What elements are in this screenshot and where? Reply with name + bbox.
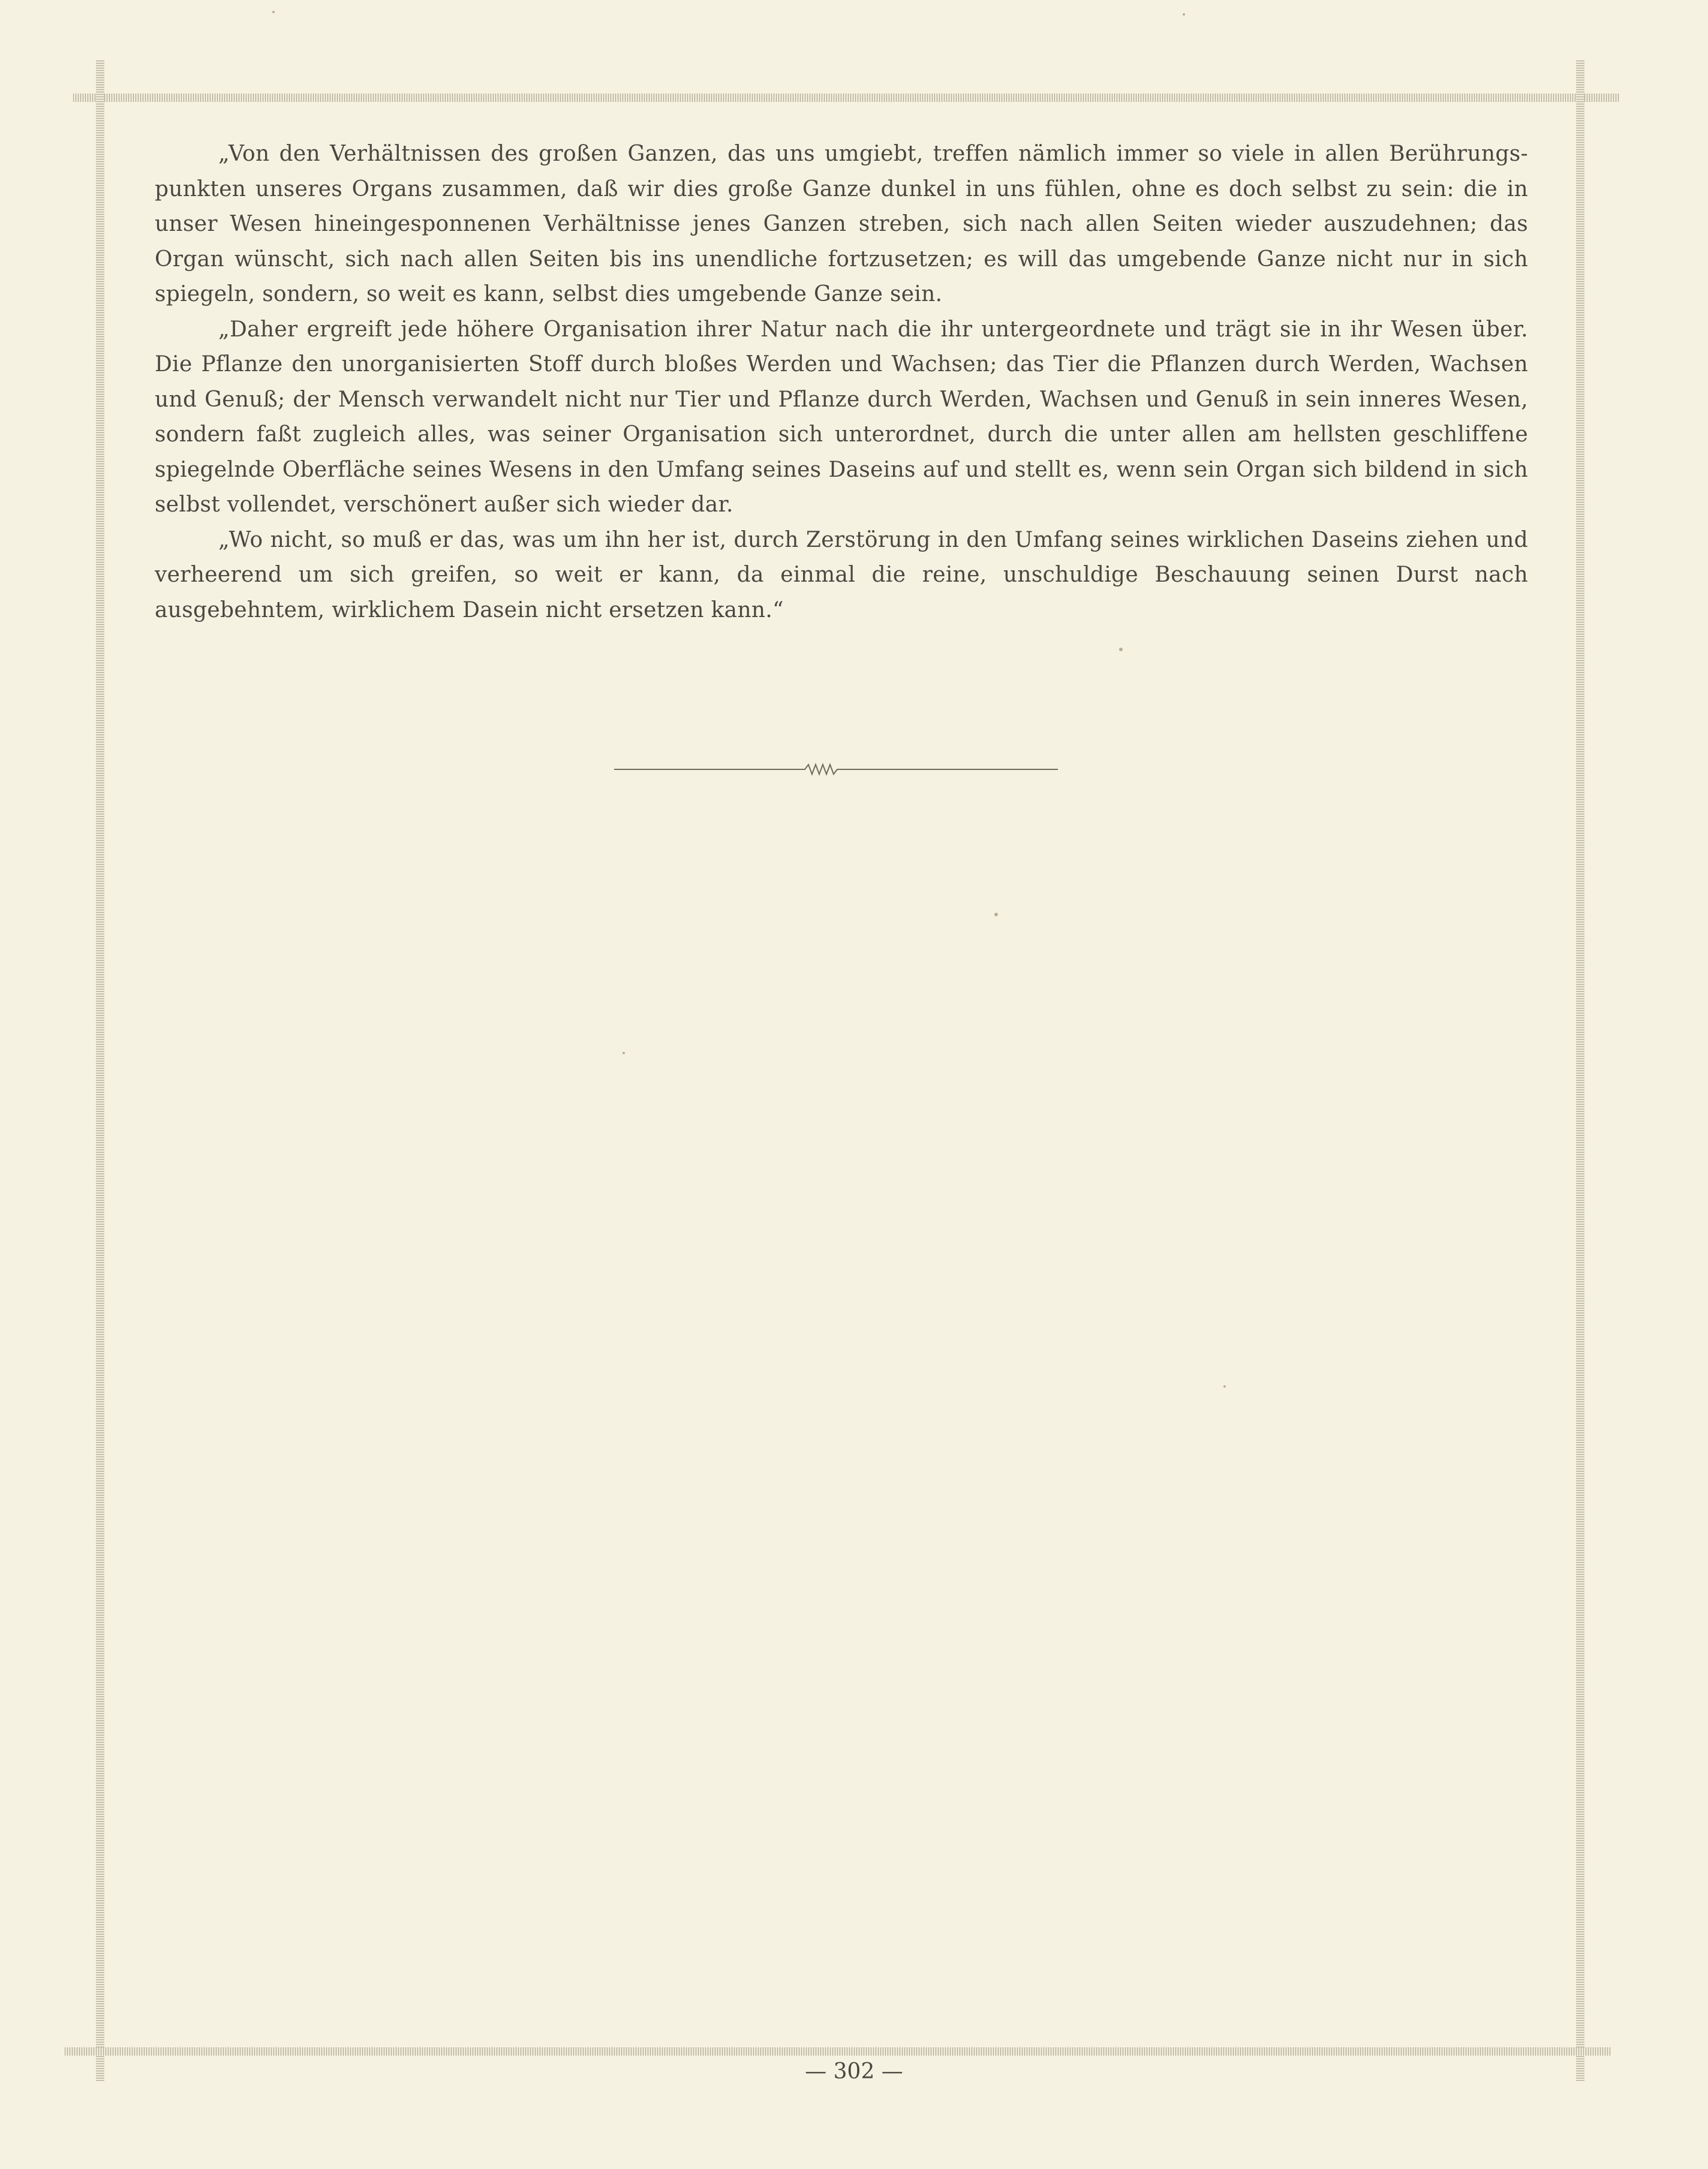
body-text [155, 137, 1528, 628]
ornamental-divider [614, 760, 1058, 778]
paper-speck [1119, 648, 1123, 651]
right-frame-rule [1576, 60, 1584, 2081]
paper-speck [994, 913, 998, 916]
paragraph-2: „Daher ergreift jede höhere Organisation ihrer Natur nach die ihr untergeordnete und trägt sie in ihr Wesen über. Die Pflanze den unorganisierten Stoff durch bloßes Werden und Wachsen; das Tier die Pflanzen durch Werden, Wachsen und Genuß; der Mensch verwandelt nicht nur Tier und Pflanze durch Werden, Wachsen und Genuß in sein inneres Wesen, sondern faßt zugleich alles, was seiner Organisation sich unterordnet, durch die unter allen am hellsten geschliffene spiegelnde Oberfläche seines Wesens in den Umfang seines Daseins auf und stellt es, wenn sein Organ sich bildend in sich selbst vollendet, verschönert außer sich wieder dar. [155, 317, 1528, 517]
paper-speck [623, 1052, 625, 1054]
top-frame-rule [73, 94, 1619, 102]
paper-speck [1223, 1385, 1226, 1388]
paragraph-3: „Wo nicht, so muß er das, was um ihn her ist, durch Zerstörung in den Umfang seines wirklichen Daseins ziehen und verheerend um sich greifen, so weit er kann, da einmal die reine, unschuldige Beschauung seinen Durst nach ausgebehntem, wirklichem Dasein nicht ersetzen kann.“ [155, 527, 1528, 622]
paper-speck [1183, 13, 1185, 16]
paragraph-1: „Von den Verhältnissen des großen Ganzen, das uns umgiebt, treffen nämlich immer so viele in allen Berührungs-punkten unseres Organs zusammen, daß wir dies große Ganze dunkel in uns fühlen, ohne es doch selbst zu sein: die in unser Wesen hineingesponnenen Verhältnisse jenes Ganzen streben, sich nach allen Seiten wieder auszudehnen; das Organ wünscht, sich nach allen Seiten bis ins unendliche fortzusetzen; es will das umgebende Ganze nicht nur in sich spiegeln, sondern, so weit es kann, selbst dies umgebende Ganze sein. [155, 142, 1528, 306]
left-frame-rule [96, 60, 104, 2081]
page-number: — 302 — [805, 2059, 903, 2084]
bottom-frame-rule [65, 2047, 1611, 2056]
paper-speck [272, 11, 275, 13]
